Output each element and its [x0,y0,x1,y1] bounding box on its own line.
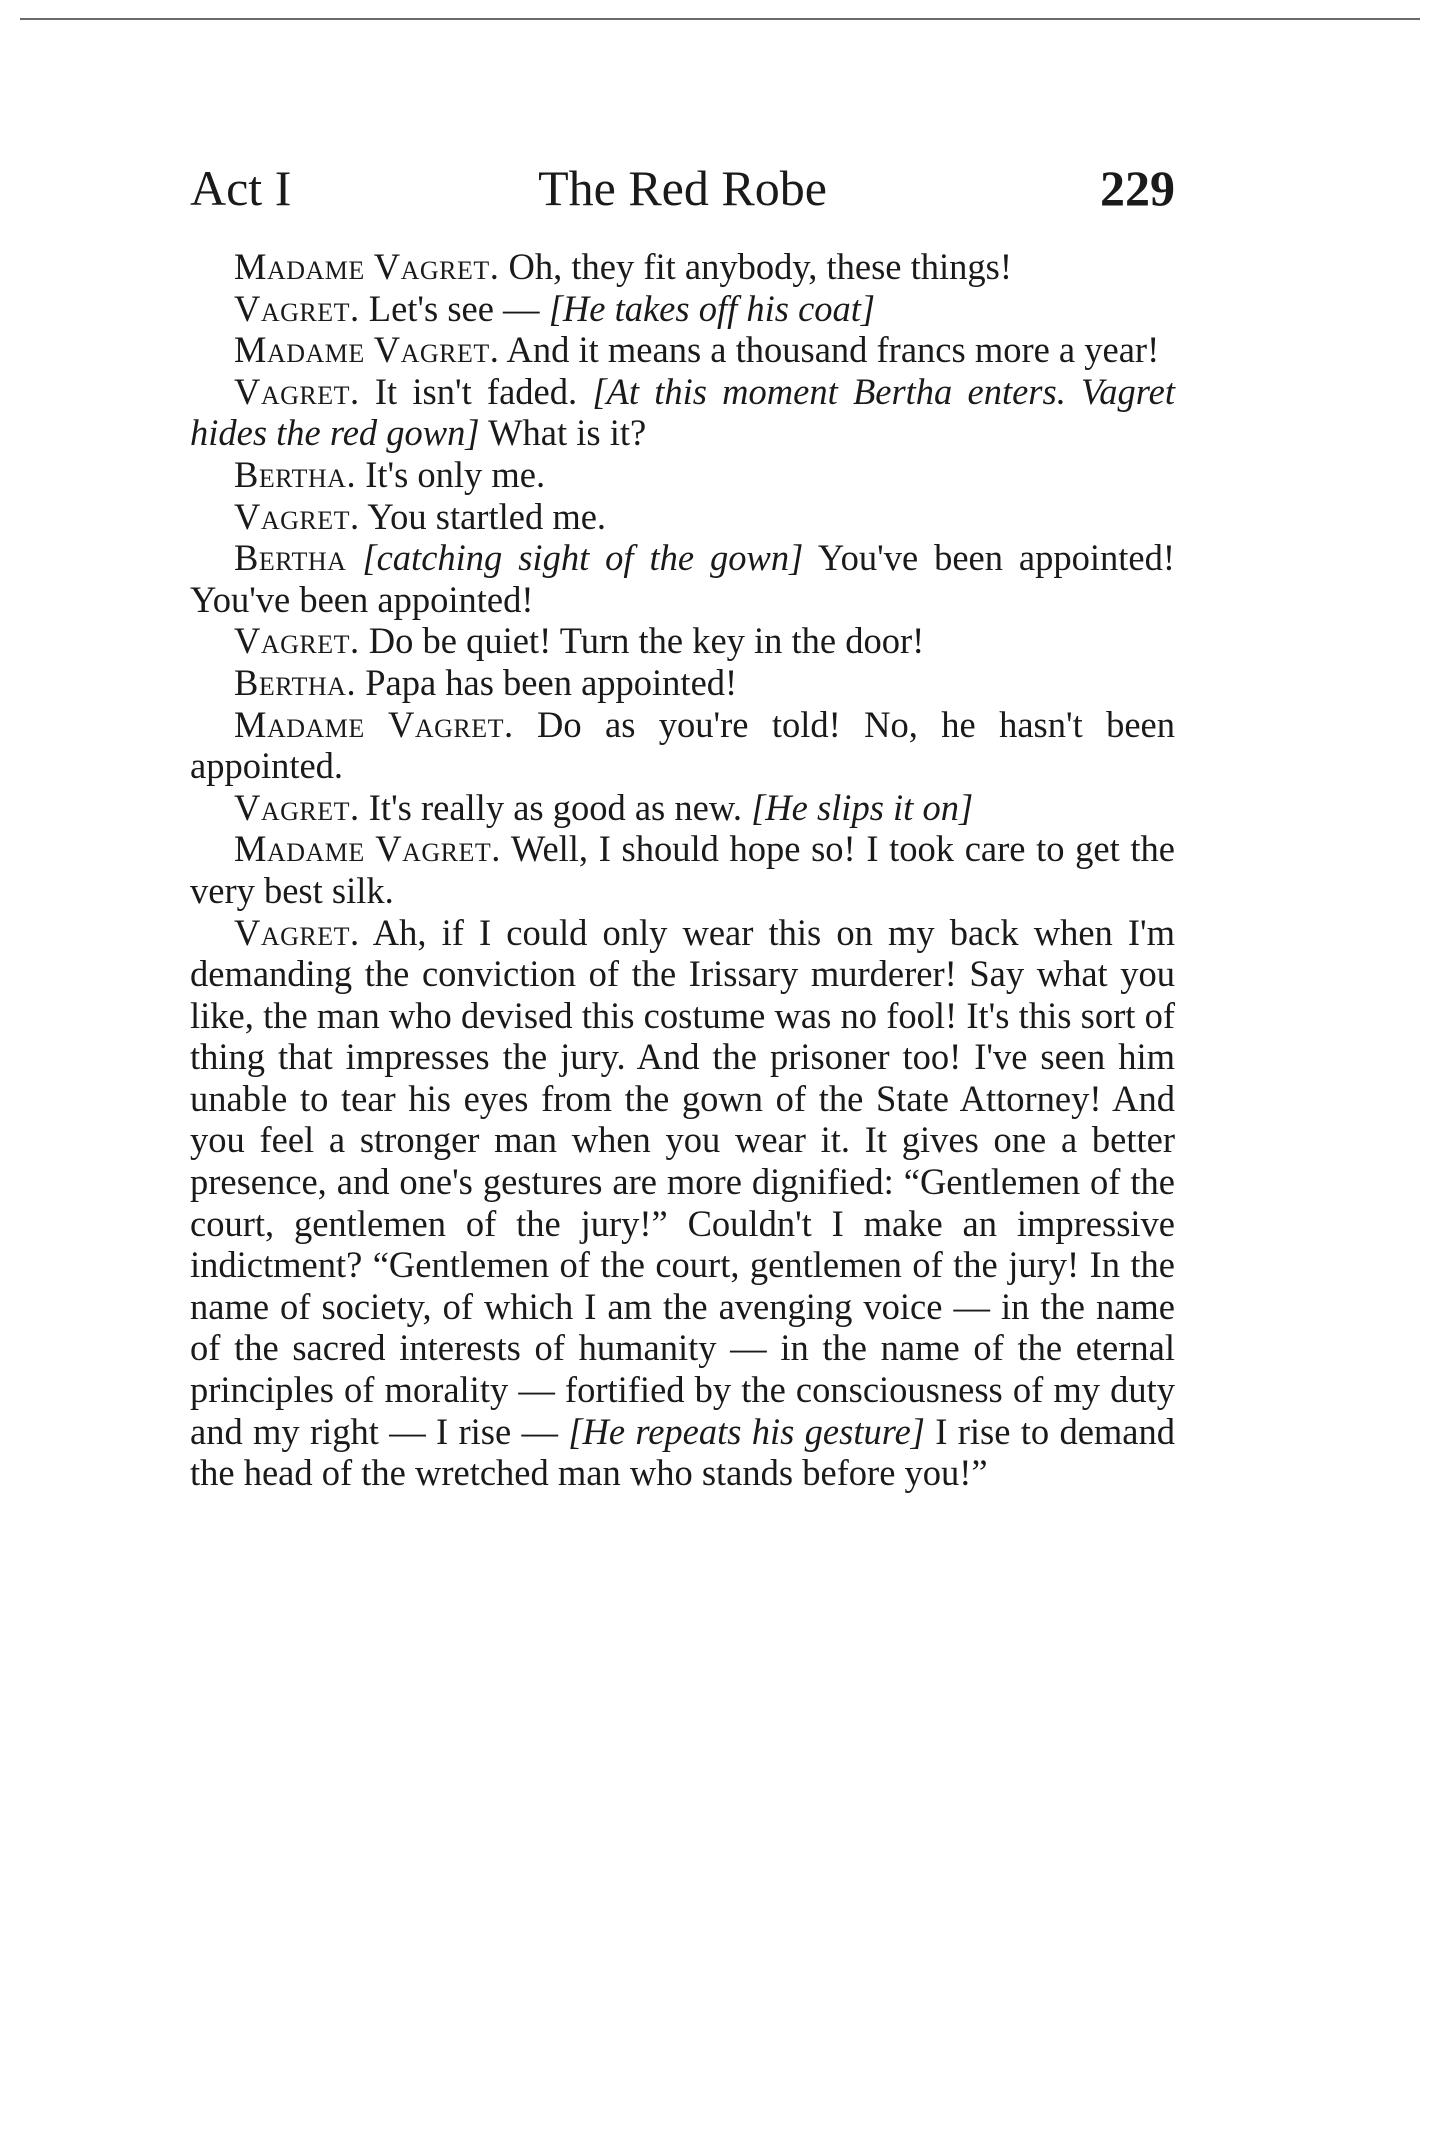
speaker-name: Vagret. [234,370,360,412]
speech [190,620,1175,662]
dialogue-text: What is it? [479,412,647,454]
speaker-name: Madame Vagret. [234,828,501,870]
speaker-name: Vagret. [234,495,360,537]
top-rule [20,18,1420,20]
act-label: Act I [190,160,292,216]
page-number: 229 [1100,160,1175,216]
speaker-name: Vagret. [234,287,360,329]
speech [190,704,1175,787]
speech [190,496,1175,538]
speech [190,828,1175,911]
stage-direction: [He slips it on] [751,786,974,828]
dialogue-text: It's really as good as new. [359,786,752,828]
stage-direction: [He takes off his coat] [548,287,876,329]
dialogue-text: Do be quiet! Turn the key in the door! [359,620,925,662]
speech [190,288,1175,330]
dialogue-text: Papa has been appointed! [356,661,738,703]
speech [190,537,1175,620]
dialogue-text: Ah, if I could only wear this on my back when I'm demanding the conviction of the Irissary murderer! Say what you like, the man who devised this costume was no fool! It's this sort of thing that impresses the jury. And the prisoner too! I've seen him unable to tear his eyes from the gown of the State Attorney! And you feel a stronger man when you wear it. It gives one a better presence, and one's gestures are more dignified: “Gentlemen of the court, gentlemen of the jury!” Couldn't I make an impressive indictment? “Gentlemen of the court, gentlemen of the jury! In the name of society, of which I am the avenging voice — in the name of the sacred interests of humanity — in the name of the eternal principles of morality — fortified by the consciousness of my duty and my right — I rise — [190,911,1175,1452]
dialogue-text [346,537,362,578]
dialogue-text: It's only me. [356,453,546,495]
speech [190,454,1175,496]
speech [190,662,1175,704]
speaker-name: Vagret. [234,620,360,662]
stage-direction: [He repeats his gesture] [568,1410,925,1452]
speaker-name: Vagret. [234,911,360,953]
dialogue-text: And it means a thousand francs more a year! [499,329,1160,371]
speaker-name: Vagret. [234,786,360,828]
speaker-name: Madame Vagret. [234,703,514,745]
speaker-name: Bertha [234,537,347,579]
dialogue-text: I rise to demand the head of the wretched man who stands before you!” [190,1410,1175,1494]
dialogue-text: It isn't faded. [359,370,593,412]
speech [190,912,1175,1494]
speaker-name: Bertha. [234,661,357,703]
speaker-name: Madame Vagret. [234,329,500,371]
running-header [190,158,1175,218]
speaker-name: Madame Vagret. [234,246,500,287]
dialogue-text: You startled me. [359,495,607,537]
page-title: The Red Robe [538,160,827,216]
page-body [190,246,1175,1494]
dialogue-text: Well, I should hope so! I took care to get the very best silk. [190,828,1175,911]
dialogue-text: Do as you're told! No, he hasn't been appointed. [190,703,1175,787]
stage-direction: [catching sight of the gown] [362,537,804,579]
dialogue-text: Let's see — [359,287,549,329]
speech [190,246,1175,288]
stage-direction: [At this moment Bertha enters. Vagret hides the red gown] [190,370,1175,454]
speech [190,371,1175,454]
speaker-name: Bertha. [234,453,357,495]
dialogue-text: Oh, they fit anybody, these things! [499,246,1013,287]
dialogue-text: You've been appointed! You've been appointed! [190,537,1176,620]
speech [190,329,1175,371]
speech [190,787,1175,829]
